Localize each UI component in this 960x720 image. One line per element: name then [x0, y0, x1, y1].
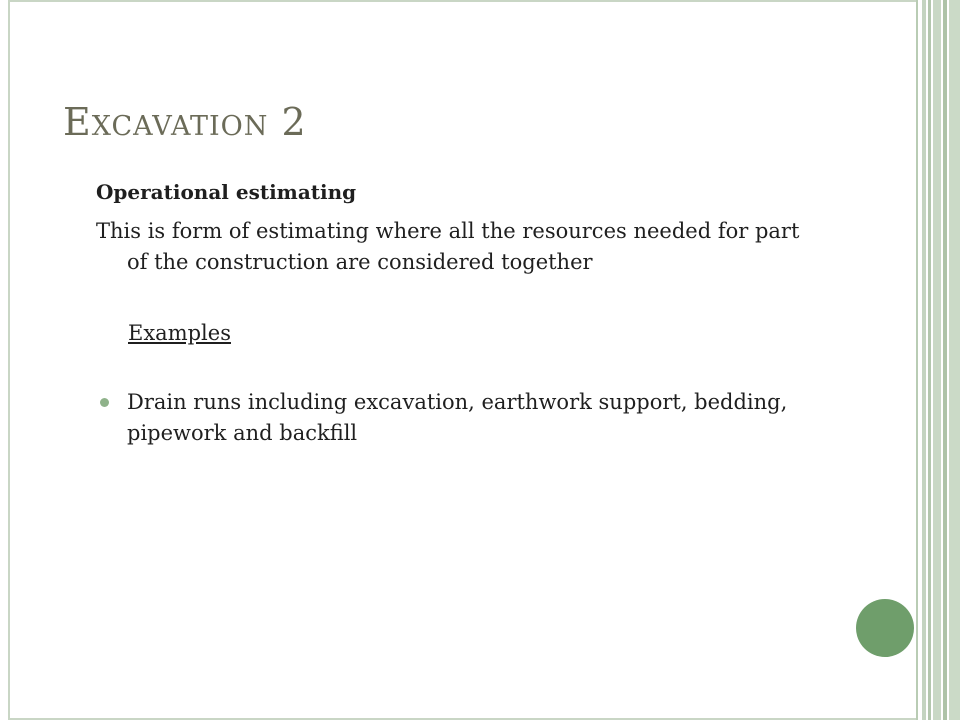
- accent-circle-icon: [856, 599, 914, 657]
- bullet-dot-icon: [100, 398, 109, 407]
- stripe: [922, 0, 926, 720]
- examples-label: Examples: [128, 321, 231, 345]
- frame-left-border: [8, 0, 10, 720]
- decorative-stripes: [916, 0, 960, 720]
- body-paragraph: This is form of estimating where all the resources needed for part of the construction are considered together: [96, 219, 800, 274]
- bullet-text: Drain runs including excavation, earthwork support, bedding, pipework and backfill: [127, 390, 788, 445]
- slide-title: Excavation 2: [63, 100, 307, 144]
- stripe: [916, 0, 918, 720]
- bullet-list: [96, 387, 816, 449]
- list-item: [96, 387, 816, 449]
- stripe: [949, 0, 960, 720]
- subheading: Operational estimating: [96, 180, 357, 204]
- frame-top-border: [8, 0, 918, 2]
- slide-body: [96, 177, 816, 449]
- stripe: [928, 0, 931, 720]
- stripe: [943, 0, 947, 720]
- stripe: [933, 0, 941, 720]
